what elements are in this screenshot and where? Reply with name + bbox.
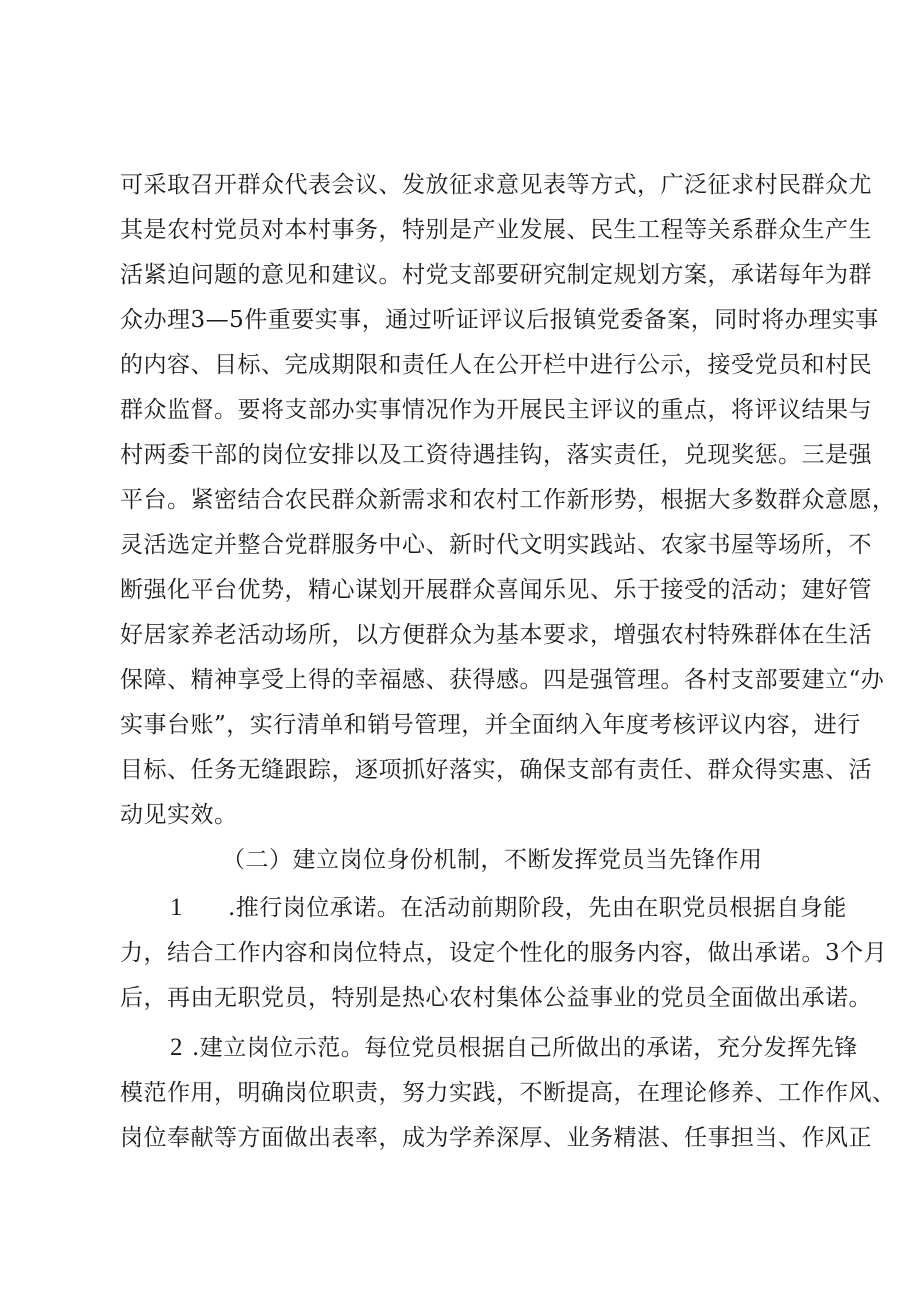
list-item-first-line: [120, 893, 847, 923]
text-line: 断强化平台优势，精心谋划开展群众喜闻乐见、乐于接受的活动；建好管: [120, 577, 872, 603]
text-line: 活紧迫问题的意见和建议。村党支部要研究制定规划方案，承诺每年为群: [120, 262, 872, 288]
item-number: 1: [170, 894, 183, 921]
item-number: 2: [170, 1034, 183, 1061]
text-line: 其是农村党员对本村事务，特别是产业发展、民生工程等关系群众生产生: [120, 217, 872, 243]
text-line: 好居家养老活动场所，以方便群众为基本要求，增强农村特殊群体在生活: [120, 622, 872, 648]
text-line: 的内容、目标、完成期限和责任人在公开栏中进行公示，接受党员和村民: [120, 352, 872, 378]
text-line: 平台。紧密结合农民群众新需求和农村工作新形势，根据大多数群众意愿，: [120, 487, 896, 513]
text-line: 众办理3—5件重要实事，通过听证评议后报镇党委备案，同时将办理实事: [120, 307, 879, 333]
section-heading: （二）建立岗位身份机制，不断发挥党员当先锋作用: [222, 847, 763, 873]
item-text: .建立岗位示范。每位党员根据自己所做出的承诺，充分发挥先锋: [192, 1035, 858, 1061]
text-line: 模范作用，明确岗位职责，努力实践，不断提高，在理论修养、工作作风、: [120, 1080, 896, 1106]
text-line: 群众监督。要将支部办实事情况作为开展民主评议的重点，将评议结果与: [120, 397, 872, 423]
list-item-first-line: [120, 1033, 858, 1063]
text-line: 力，结合工作内容和岗位特点，设定个性化的服务内容，做出承诺。3个月: [120, 940, 888, 966]
text-line: 实事台账”，实行清单和销号管理，并全面纳入年度考核评议内容，进行: [120, 712, 861, 738]
text-line: 岗位奉献等方面做出表率，成为学养深厚、业务精湛、任事担当、作风正: [120, 1125, 872, 1151]
text-line: 目标、任务无缝跟踪，逐项抓好落实，确保支部有责任、群众得实惠、活: [120, 757, 872, 783]
text-line: 后，再由无职党员，特别是热心农村集体公益事业的党员全面做出承诺。: [120, 985, 872, 1011]
text-line: 可采取召开群众代表会议、发放征求意见表等方式，广泛征求村民群众尤: [120, 172, 872, 198]
item-text: .推行岗位承诺。在活动前期阶段，先由在职党员根据自身能: [228, 895, 847, 921]
text-line: 保障、精神享受上得的幸福感、获得感。四是强管理。各村支部要建立“办: [120, 667, 885, 693]
text-line: 村两委干部的岗位安排以及工资待遇挂钩，落实责任，兑现奖惩。三是强: [120, 442, 872, 468]
text-line: 灵活选定并整合党群服务中心、新时代文明实践站、农家书屋等场所，不: [120, 532, 872, 558]
text-line: 动见实效。: [120, 802, 238, 828]
